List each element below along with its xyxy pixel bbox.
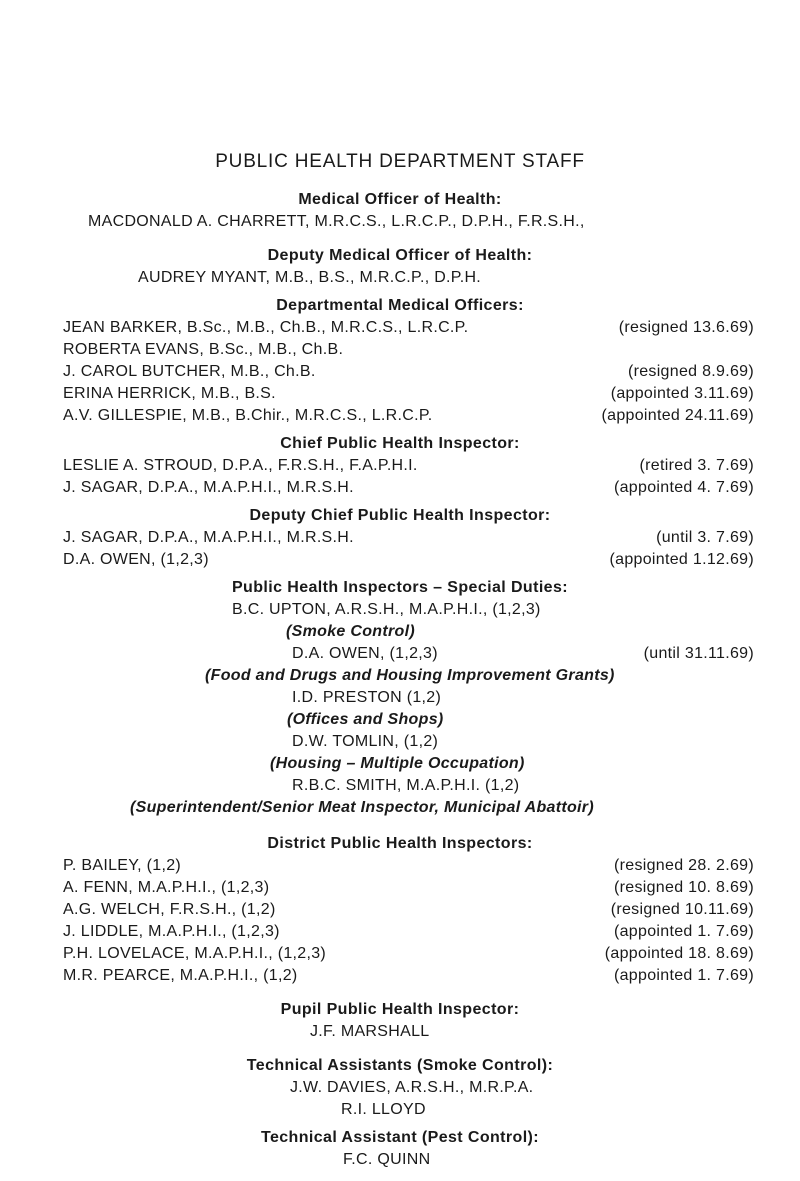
tech-smoke-name: J.W. DAVIES, A.R.S.H., M.R.P.A. xyxy=(290,1079,534,1096)
district-name: A. FENN, M.A.P.H.I., (1,2,3) xyxy=(63,879,270,896)
special-food-label: (Food and Drugs and Housing Improvement Grants) xyxy=(205,667,615,684)
special-owen-status: (until 31.11.69) xyxy=(643,645,754,662)
cphi-status: (retired 3. 7.69) xyxy=(639,457,754,474)
special-smoke-label: (Smoke Control) xyxy=(286,623,415,640)
special-smith: R.B.C. SMITH, M.A.P.H.I. (1,2) xyxy=(292,777,520,794)
district-status: (resigned 10.11.69) xyxy=(610,901,754,918)
special-tomlin: D.W. TOMLIN, (1,2) xyxy=(292,733,439,750)
district-status: (appointed 1. 7.69) xyxy=(613,923,754,940)
special-housing-label: (Housing – Multiple Occupation) xyxy=(270,755,525,772)
moh-heading: Medical Officer of Health: xyxy=(298,191,502,208)
dmo-name: ROBERTA EVANS, B.Sc., M.B., Ch.B. xyxy=(63,341,344,358)
cphi-heading: Chief Public Health Inspector: xyxy=(280,435,520,452)
special-meat-label: (Superintendent/Senior Meat Inspector, Municipal Abattoir) xyxy=(130,799,594,816)
moh-name: MACDONALD A. CHARRETT, M.R.C.S., L.R.C.P., D.P.H., F.R.S.H., xyxy=(88,213,585,230)
dcphi-name: J. SAGAR, D.P.A., M.A.P.H.I., M.R.S.H. xyxy=(63,529,354,546)
district-status: (resigned 10. 8.69) xyxy=(613,879,754,896)
special-heading: Public Health Inspectors – Special Duties: xyxy=(231,579,568,596)
special-upton: B.C. UPTON, A.R.S.H., M.A.P.H.I., (1,2,3) xyxy=(232,601,541,618)
district-name: P. BAILEY, (1,2) xyxy=(63,857,182,874)
dmo-status: (resigned 8.9.69) xyxy=(627,363,754,380)
district-name: J. LIDDLE, M.A.P.H.I., (1,2,3) xyxy=(63,923,280,940)
dmo-status: (resigned 13.6.69) xyxy=(618,319,754,336)
cphi-name: J. SAGAR, D.P.A., M.A.P.H.I., M.R.S.H. xyxy=(63,479,354,496)
dmo-name: A.V. GILLESPIE, M.B., B.Chir., M.R.C.S., L.R.C.P. xyxy=(63,407,433,424)
tech-pest-heading: Technical Assistant (Pest Control): xyxy=(260,1129,540,1146)
dmo-name: J. CAROL BUTCHER, M.B., Ch.B. xyxy=(63,363,316,380)
tech-smoke-name: R.I. LLOYD xyxy=(341,1101,426,1118)
cphi-name: LESLIE A. STROUD, D.P.A., F.R.S.H., F.A.P.H.I. xyxy=(63,457,418,474)
special-owen: D.A. OWEN, (1,2,3) xyxy=(292,645,438,662)
dmo-status: (appointed 24.11.69) xyxy=(601,407,754,424)
dcphi-status: (appointed 1.12.69) xyxy=(609,551,754,568)
tech-smoke-heading: Technical Assistants (Smoke Control): xyxy=(246,1057,554,1074)
tech-pest-name: F.C. QUINN xyxy=(343,1151,431,1168)
district-status: (appointed 18. 8.69) xyxy=(604,945,754,962)
district-status: (appointed 1. 7.69) xyxy=(613,967,754,984)
deputy-moh-heading: Deputy Medical Officer of Health: xyxy=(267,247,533,264)
district-name: A.G. WELCH, F.R.S.H., (1,2) xyxy=(63,901,276,918)
pupil-heading: Pupil Public Health Inspector: xyxy=(280,1001,520,1018)
special-preston: I.D. PRESTON (1,2) xyxy=(292,689,442,706)
deputy-moh-name: AUDREY MYANT, M.B., B.S., M.R.C.P., D.P.H. xyxy=(138,269,482,286)
dcphi-heading: Deputy Chief Public Health Inspector: xyxy=(249,507,551,524)
dmo-status: (appointed 3.11.69) xyxy=(610,385,754,402)
dmo-name: ERINA HERRICK, M.B., B.S. xyxy=(63,385,276,402)
dcphi-status: (until 3. 7.69) xyxy=(656,529,754,546)
district-name: P.H. LOVELACE, M.A.P.H.I., (1,2,3) xyxy=(63,945,327,962)
pupil-name: J.F. MARSHALL xyxy=(310,1023,430,1040)
special-offices-label: (Offices and Shops) xyxy=(287,711,444,728)
district-name: M.R. PEARCE, M.A.P.H.I., (1,2) xyxy=(63,967,298,984)
dcphi-name: D.A. OWEN, (1,2,3) xyxy=(63,551,209,568)
district-status: (resigned 28. 2.69) xyxy=(613,857,754,874)
dmo-heading: Departmental Medical Officers: xyxy=(276,297,524,314)
page-title: PUBLIC HEALTH DEPARTMENT STAFF xyxy=(215,151,585,172)
district-heading: District Public Health Inspectors: xyxy=(267,835,533,852)
dmo-name: JEAN BARKER, B.Sc., M.B., Ch.B., M.R.C.S., L.R.C.P. xyxy=(63,319,469,336)
cphi-status: (appointed 4. 7.69) xyxy=(613,479,754,496)
